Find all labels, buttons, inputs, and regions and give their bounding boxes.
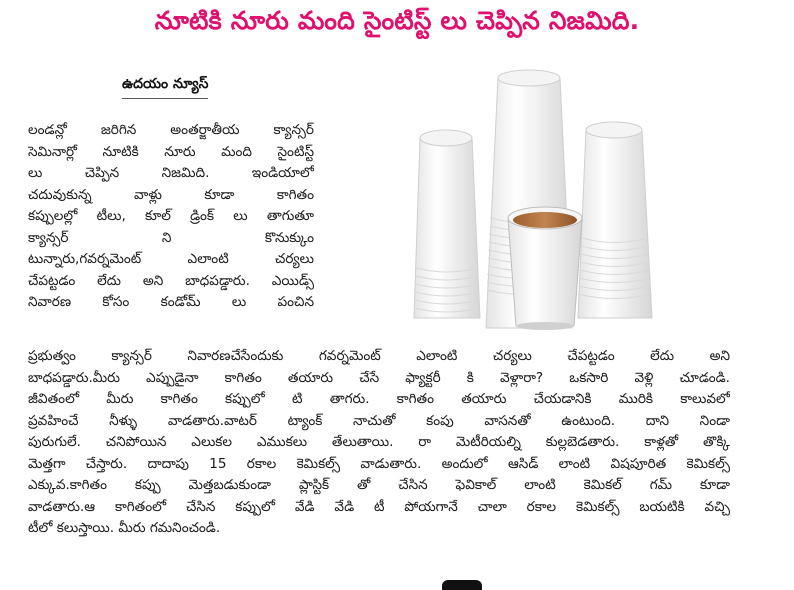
body-line: టున్నారు,గవర్నమెంట్ ఎలాంటి చర్యలు [28, 251, 314, 267]
byline: ఉదయం న్యూస్ [122, 76, 208, 99]
body-line: పురుగులే. చనిపోయిన ఎలుకల ఎముకలు తేలుతాయి. రా మెటీరియల్ని కుల్లబెడతారు. కాళ్లతో తొక్కి [28, 434, 730, 450]
headline: నూటికి నూరు మంది సైంటిస్ట్ లు చెప్పిన నిజమిది. [154, 6, 640, 35]
body-line: ప్రవహించే నీళ్ళు వాడతారు.వాటర్ ట్యాంక్ నాచుతో కంపు వాసనతో ఉంటుంది. దాని నిండా [28, 412, 730, 429]
body-line: నివారణ కోసం కండోమ్ లు పంచిన [28, 294, 314, 310]
tea-cup [508, 207, 582, 330]
page-edge-marker [442, 580, 482, 590]
body-line: ప్రభుత్వం క్యాన్సర్ నివారణచేసేందుకు గవర్నమెంట్ ఎలాంటి చర్యలు చేపట్టడం లేదు అని [28, 348, 730, 364]
article-body-left-column [28, 120, 314, 314]
body-line: మెత్తగా చేస్తారు. దాదాపు 15 రకాల కెమికల్స్ వాడుతారు. అందులో ఆసిడ్ లాంటి విషపూరిత కెమికల్స్ [28, 455, 730, 472]
article-body-full-width [28, 346, 730, 540]
cup-stack-left [414, 130, 480, 318]
paper-cups-photo [410, 68, 654, 330]
body-line: చదువుకున్న వాళ్లు కూడా కాగితం [28, 186, 314, 203]
cup-stack-right [578, 122, 652, 318]
body-line: టీలో కలుస్తాయి. మీరు గమనించండి. [28, 520, 221, 536]
body-line: ఎక్కువ.కాగితం కప్పు మెత్తబడుకుండా ప్లాస్టిక్ తో చేసిన ఫెవికాల్ లాంటి కెమికల్ గమ్ కూడా [28, 477, 730, 493]
body-line: జీవితంలో మీరు కాగితం కప్పులో టి తాగరు. కాగితం తయారు చేయడానికి మురికి కాలువలో [28, 391, 730, 407]
body-line: బాధపడ్డారు.మీరు ఎప్పుడైనా కాగితం తయారు చేసే ఫ్యాక్టరీ కి వెళ్లారా? ఒకసారి వెళ్లి చూడండి. [28, 369, 730, 386]
body-line: చేపట్టడం లేదు అని బాధపడ్డారు. ఎయిడ్స్ [28, 272, 314, 289]
body-line: కప్పులల్లో టీలు, కూల్ డ్రింక్ లు తాగుతూ [28, 208, 314, 224]
paper-cups-illustration [410, 68, 654, 330]
body-line: లండన్లో జరిగిన అంతర్జాతీయ క్యాన్సర్ [28, 122, 314, 138]
body-line: వాడతారు.ఆ కాగితంలో చేసిన కప్పులో వేడి వేడి టీ పోయగానే చాలా రకాల కెమికల్స్ బయటికి వచ్చి [28, 498, 730, 515]
body-line: సెమినార్లో నూటికి నూరు మంది సైంటిస్ట్ [28, 143, 314, 160]
body-line: క్యాన్సర్ ని కొనుక్కుం [28, 229, 314, 246]
body-line: లు చెప్పిన నిజమిది. ఇండియాలో [28, 165, 314, 181]
